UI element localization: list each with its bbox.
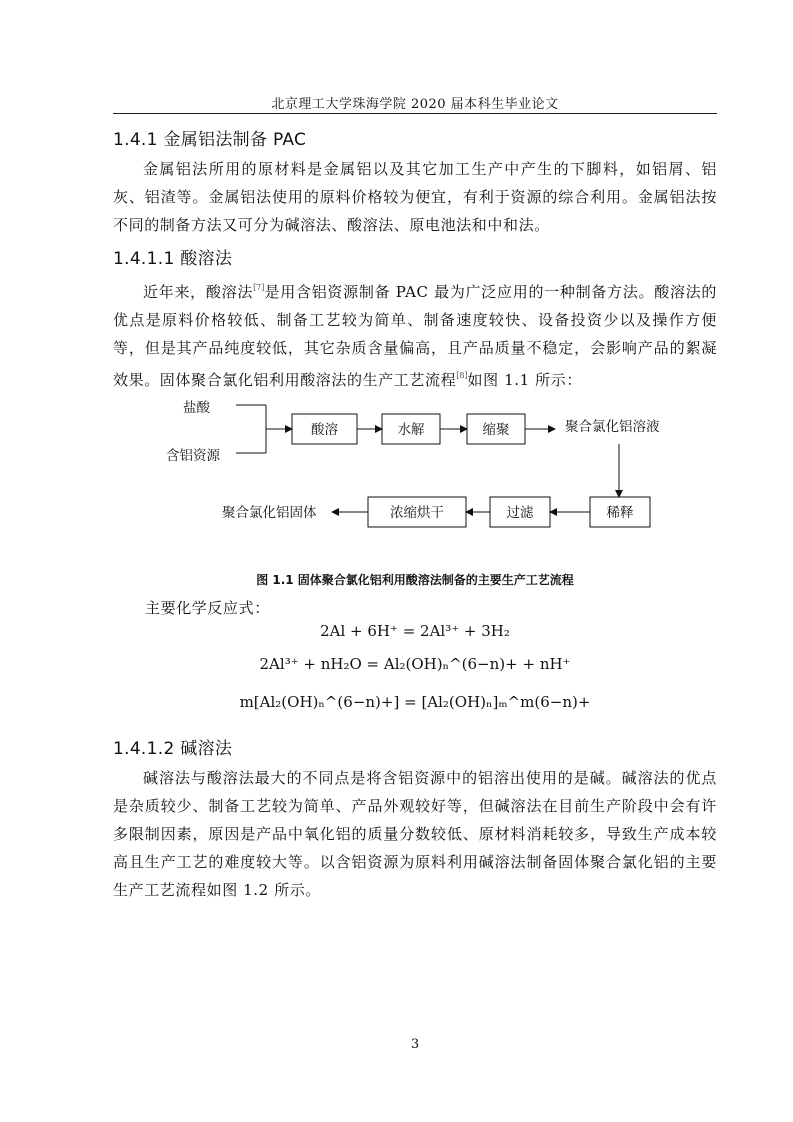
label-acid-dissolve: 酸溶 (311, 422, 338, 438)
equations-intro: 主要化学反应式： (145, 599, 270, 617)
acid-text-3: 如图 1.1 所示： (467, 371, 582, 389)
equation-2: 2Al³⁺ + nH₂O = Al₂(OH)ₙ^(6−n)+ + nH⁺ (259, 655, 571, 673)
paragraph-alkali: 碱溶法与酸溶法最大的不同点是将含铝资源中的铝溶出使用的是碱。碱溶法的优点是杂质较少、制备工艺较为简单、产品外观较好等，但碱溶法在目前生产阶段中会有许多限制因素，原因是产品中氧化铝的质量分数较低、原材料消耗较多，导致生产成本较高且生产工艺的难度较大等。以含铝资源为原料利用碱溶法制备固体聚合氯化铝的主要生产工艺流程如图 1.2 所示。 (113, 769, 717, 899)
citation-8: [8] (456, 371, 468, 380)
label-pac-solid: 聚合氯化铝固体 (222, 505, 317, 521)
label-hydrolysis: 水解 (397, 422, 425, 438)
label-aluminum-resource: 含铝资源 (166, 448, 220, 464)
equation-3: m[Al₂(OH)ₙ^(6−n)+] = [Al₂(OH)ₙ]ₘ^m(6−n)+ (239, 693, 591, 711)
label-polycondensation: 缩聚 (482, 422, 510, 438)
section-heading-acid: 1.4.1.1 酸溶法 (113, 249, 233, 269)
citation-7: [7] (253, 283, 265, 292)
acid-text-2: 是用含铝资源制备 PAC 最为广泛应用的一种制备方法。酸溶法的优点是原料价格较低、制备工艺较为简单、制备速度较快、设备投资少以及操作方便等，但是其产品纯度较低，其它杂质含量偏高，且产品质量不稳定，会影响产品的絮凝效果。固体聚合氯化铝利用酸溶法的生产工艺流程 (113, 283, 717, 389)
acid-text-1: 近年来，酸溶法 (143, 283, 254, 301)
label-hydrochloric-acid: 盐酸 (183, 400, 210, 416)
page-number: 3 (410, 1037, 420, 1052)
label-pac-solution: 聚合氯化铝溶液 (565, 419, 660, 435)
paragraph-metal-aluminum: 金属铝法所用的原材料是金属铝以及其它加工生产中产生的下脚料，如铝屑、铝灰、铝渣等。金属铝法使用的原料价格较为便宜，有利于资源的综合利用。金属铝法按不同的制备方法又可分为碱溶法、酸溶法、原电池法和中和法。 (113, 160, 717, 234)
equation-1: 2Al + 6H⁺ = 2Al³⁺ + 3H₂ (320, 622, 510, 640)
figure-caption: 图 1.1 固体聚合氯化铝利用酸溶法制备的主要生产工艺流程 (256, 573, 574, 587)
label-concentrate-dry: 浓缩烘干 (390, 505, 444, 521)
section-heading-alkali: 1.4.1.2 碱溶法 (113, 739, 233, 759)
label-dilute: 稀释 (606, 505, 634, 521)
page-header: 北京理工大学珠海学院 2020 届本科生毕业论文 (271, 97, 559, 112)
section-heading-1-4-1: 1.4.1 金属铝法制备 PAC (113, 130, 307, 150)
label-filter: 过滤 (506, 505, 534, 521)
